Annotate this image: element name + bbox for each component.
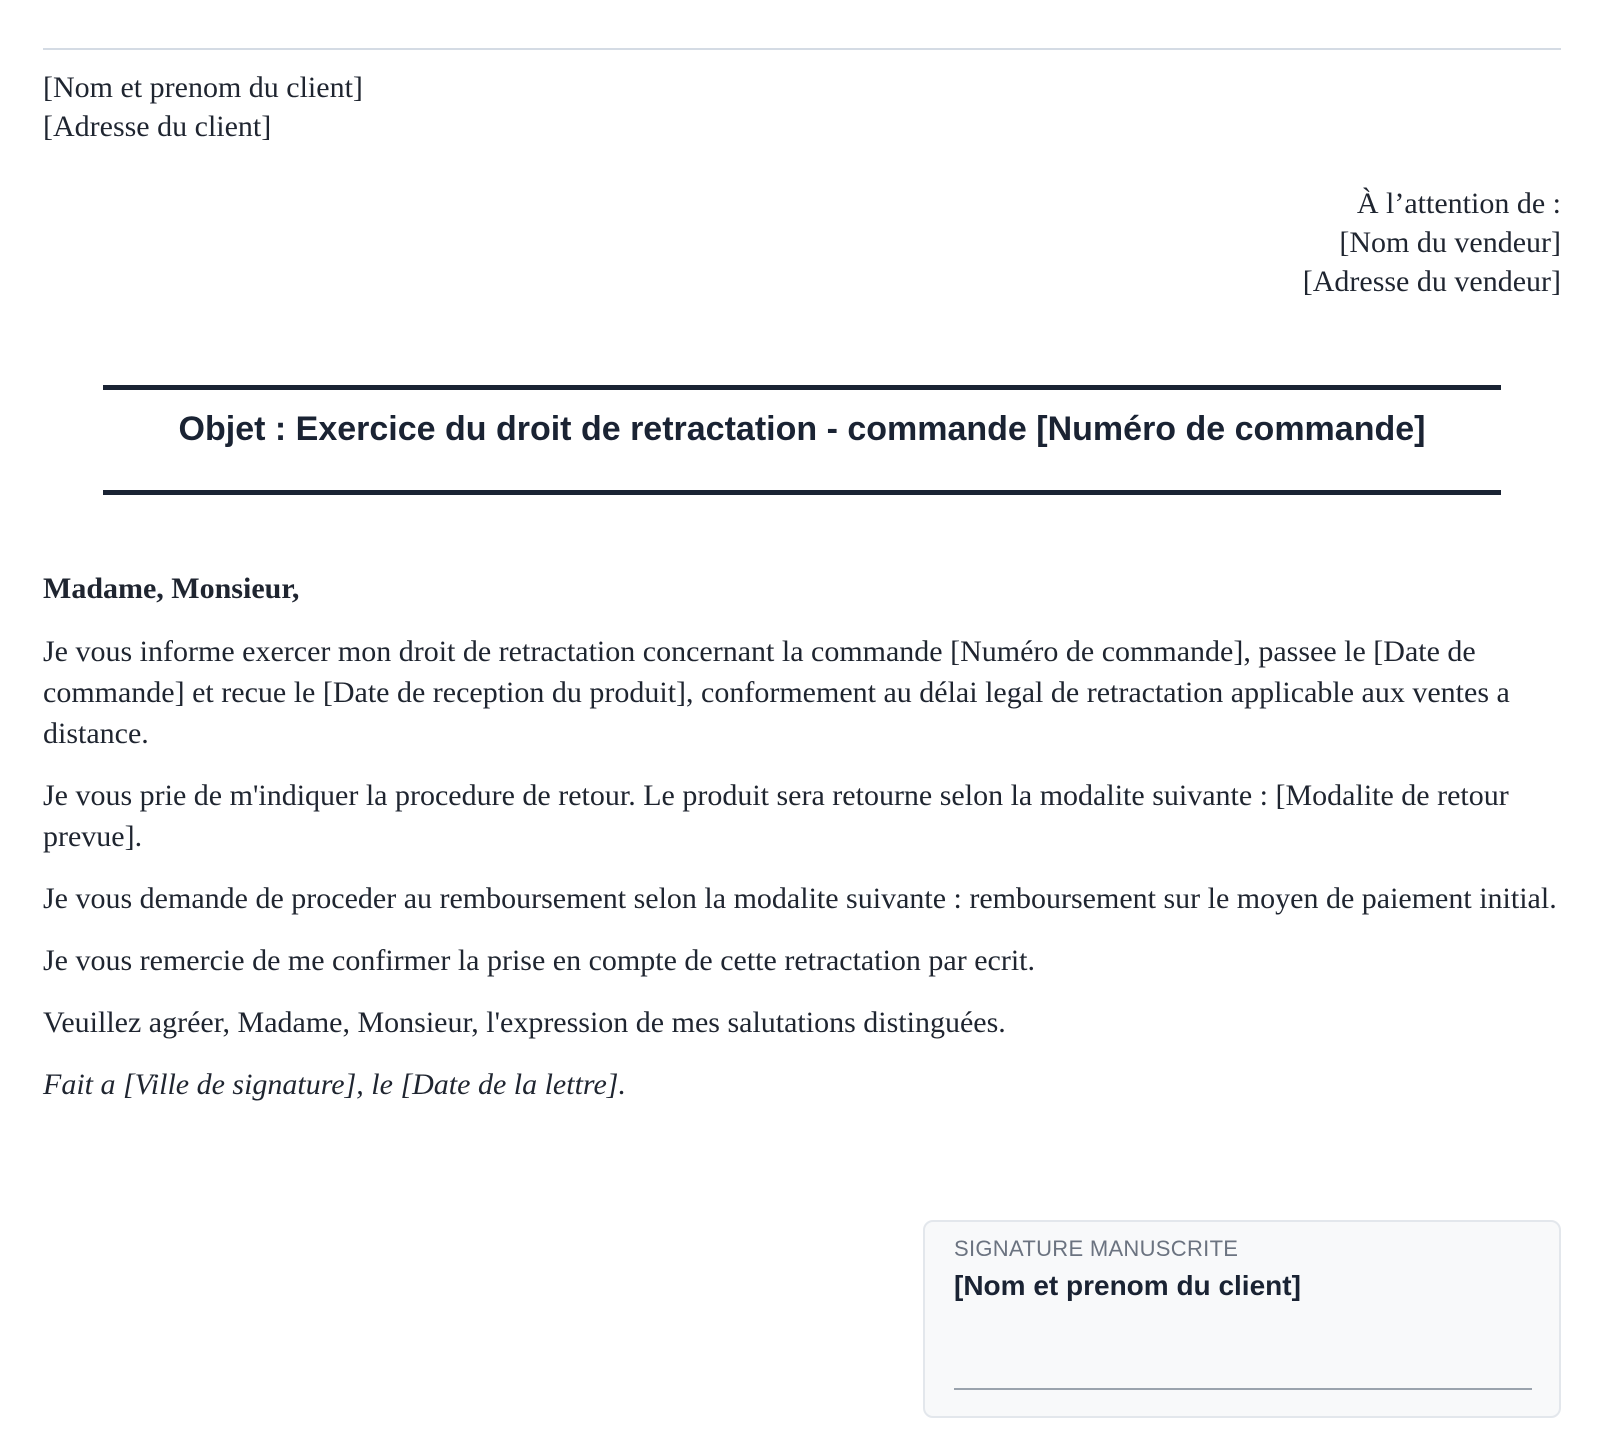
salutation: Madame, Monsieur, (43, 572, 300, 605)
paragraph-withdrawal: Je vous informe exercer mon droit de retractation concernant la commande [Numéro de commande], passee le [Date de commande] et recue le [Date de reception du produit], conformement au délai legal de retractation applicable aux ventes a distance. (43, 635, 1510, 750)
subject-box (103, 385, 1501, 495)
signature-name: [Nom et prenom du client] (954, 1270, 1301, 1301)
paragraph-closing: Veuillez agréer, Madame, Monsieur, l'expression de mes salutations distinguées. (43, 1006, 1006, 1039)
paragraph-return: Je vous prie de m'indiquer la procedure de retour. Le produit sera retourne selon la modalite suivante : [Modalite de retour prevue]. (43, 779, 1509, 853)
letter-page (43, 0, 1561, 1449)
subject-line: Objet : Exercice du droit de retractation - commande [Numéro de commande] (178, 409, 1426, 448)
signature-line (954, 1388, 1532, 1390)
signature-box (923, 1220, 1561, 1418)
recipient-block (1303, 184, 1561, 301)
signature-label: SIGNATURE MANUSCRITE (954, 1236, 1239, 1261)
paragraph-refund: Je vous demande de proceder au remboursement selon la modalite suivante : remboursement sur le moyen de paiement initial. (43, 882, 1557, 915)
letter-body (43, 568, 1563, 1105)
place-date: Fait a [Ville de signature], le [Date de la lettre]. (43, 1068, 626, 1101)
sender-address: [Adresse du client] (43, 110, 272, 143)
recipient-name: [Nom du vendeur] (1339, 226, 1561, 259)
sender-block (43, 68, 363, 146)
recipient-address: [Adresse du vendeur] (1302, 265, 1561, 298)
sender-name: [Nom et prenom du client] (43, 71, 363, 104)
recipient-attention: À l’attention de : (1356, 187, 1561, 220)
paragraph-confirmation: Je vous remercie de me confirmer la prise en compte de cette retractation par ecrit. (43, 944, 1036, 977)
header-divider (43, 48, 1561, 50)
